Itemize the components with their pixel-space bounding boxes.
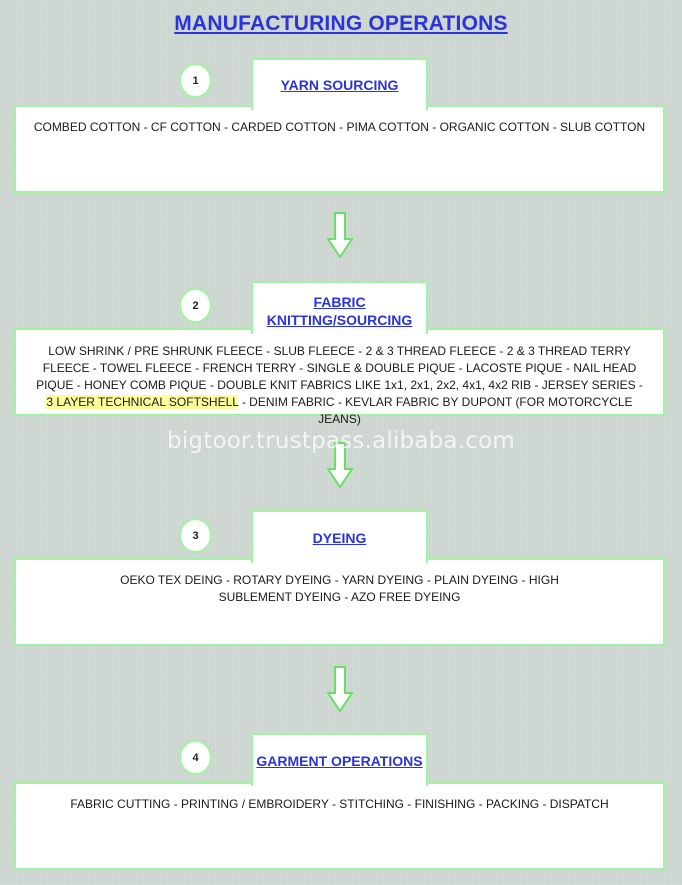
- step-3-heading: DYEING: [251, 510, 428, 563]
- step-2-number: 2: [179, 288, 212, 323]
- step-2-body-wrap: [36, 343, 643, 428]
- step-1-heading: YARN SOURCING: [251, 58, 428, 110]
- step-2-body-highlight: 3 LAYER TECHNICAL SOFTSHELL: [46, 395, 239, 409]
- step-2-heading: FABRIC KNITTING/SOURCING: [251, 281, 428, 334]
- down-arrow-icon: [327, 666, 353, 712]
- step-2-body-tail: - DENIM FABRIC - KEVLAR FABRIC BY DUPONT (FOR MOTORCYCLE JEANS): [241, 395, 633, 426]
- step-3-body: OEKO TEX DEING - ROTARY DYEING - YARN DYEING - PLAIN DYEING - HIGH SUBLEMENT DYEING - AZO FREE DYEING: [120, 573, 559, 604]
- page-title: MANUFACTURING OPERATIONS: [174, 12, 508, 35]
- step-4-box: [14, 782, 665, 870]
- step-4-number: 4: [179, 740, 212, 775]
- step-4-body: FABRIC CUTTING - PRINTING / EMBROIDERY - STITCHING - FINISHING - PACKING - DISPATCH: [70, 797, 609, 811]
- step-3-box: [14, 558, 665, 646]
- step-1-box: [14, 105, 665, 193]
- step-1-body: COMBED COTTON - CF COTTON - CARDED COTTON - PIMA COTTON - ORGANIC COTTON - SLUB COTTON: [33, 120, 646, 134]
- step-2-body: LOW SHRINK / PRE SHRUNK FLEECE - SLUB FLEECE - 2 & 3 THREAD FLEECE - 2 & 3 THREAD TERRY FLEECE - TOWEL FLEECE - FRENCH TERRY - SINGLE & DOUBLE PIQUE - LACOSTE PIQUE - NAIL HEAD PIQUE - HONEY COMB PIQUE - DOUBLE KNIT FABRICS LIKE 1x1, 2x1, 2x2, 4x1, 4x2 RIB - JERSEY SERIES -: [36, 344, 643, 392]
- step-1-number: 1: [179, 63, 212, 98]
- step-4-heading: GARMENT OPERATIONS: [251, 733, 428, 786]
- watermark: bigtoor.trustpass.alibaba.com: [167, 428, 515, 454]
- step-3-number: 3: [179, 518, 212, 553]
- down-arrow-icon: [327, 212, 353, 258]
- step-2-box: [14, 328, 665, 426]
